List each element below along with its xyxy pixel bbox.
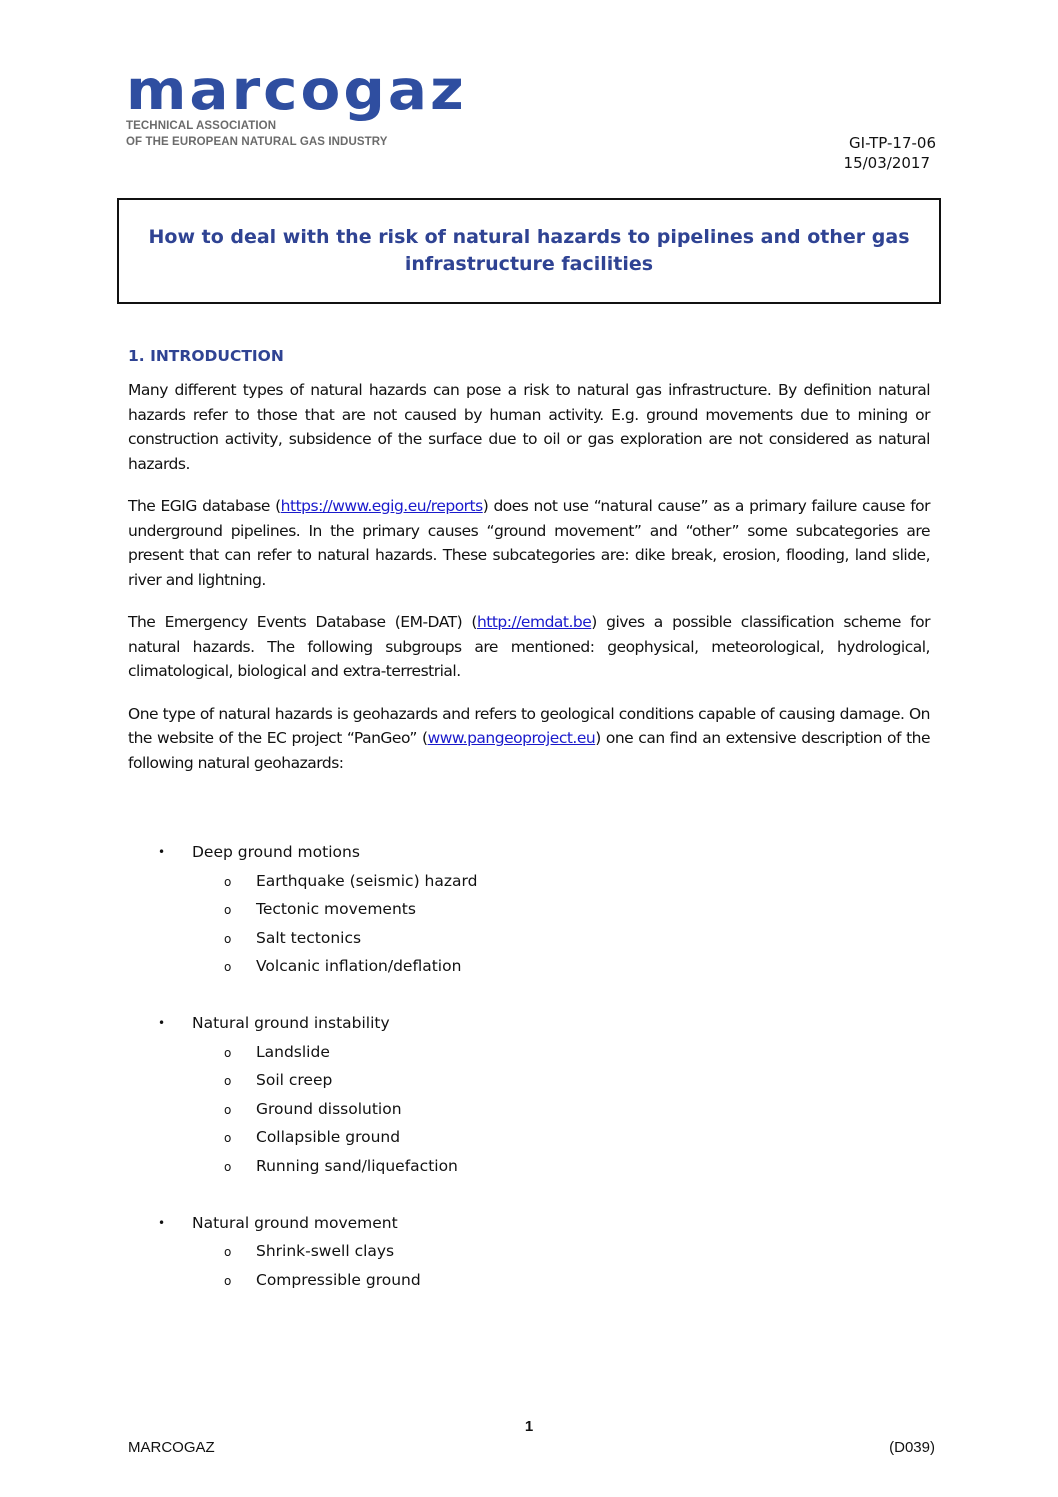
list-group [146,838,477,981]
document-body [128,344,930,793]
sub-list-item-label: Ground dissolution [256,1099,402,1118]
text: ) one can find an extensive description of the following natural geohazards: [128,729,931,772]
sub-list-item-label: Shrink-swell clays [256,1242,395,1260]
sub-list-item [146,1066,477,1095]
list-group [146,1209,477,1295]
sub-list-item [146,1123,477,1152]
marcogaz-logo [126,57,467,150]
footer-org: MARCOGAZ [128,1439,215,1456]
sub-list-item [146,1237,477,1266]
circle-bullet-icon: o [224,903,232,917]
sub-list-item-label: Tectonic movements [256,900,416,918]
sub-list-item [146,867,477,896]
paragraph-pangeo [128,702,930,776]
circle-bullet-icon: o [224,1159,232,1174]
document-reference [844,133,936,173]
section-heading: 1. INTRODUCTION [128,347,284,365]
sub-list-item-label: Volcanic inflation/deflation [256,957,462,975]
logo-tagline-1: TECHNICAL ASSOCIATION [126,120,277,132]
sub-list-item-label: Landslide [256,1042,330,1061]
text: The Emergency Events Database (EM-DAT) ( [128,613,477,631]
sub-list-item [146,1152,477,1181]
pangeo-link[interactable]: www.pangeoproject.eu [427,729,596,747]
list-item-label: Natural ground instability [192,1014,390,1032]
geohazards-list [146,838,477,1323]
circle-bullet-icon: o [224,1245,232,1259]
circle-bullet-icon: o [224,1074,232,1088]
doc-date: 15/03/2017 [843,154,930,172]
bullet-icon: • [158,1215,166,1230]
logo-tagline-2: OF THE EUROPEAN NATURAL GAS INDUSTRY [126,136,388,148]
bullet-icon: • [158,1016,166,1030]
footer-doc-code: (D039) [889,1439,935,1456]
page-number: 1 [524,1418,534,1435]
text: ) does not use “natural cause” as a primary failure cause for underground pipelines. In the primary causes “ground movement” and “other” some subcategories are present that can refer to natural hazards. These subcategories are: dike break, erosion, flooding, land slide, river and lightning. [128,497,931,589]
sub-list-item [146,1095,477,1124]
sub-list-item-label: Salt tectonics [256,928,362,947]
sub-list-item-label: Earthquake (seismic) hazard [256,871,478,890]
sub-list-item [146,924,477,953]
sub-list-item-label: Soil creep [256,1071,333,1089]
circle-bullet-icon: o [224,1273,232,1288]
text: The EGIG database ( [128,497,281,515]
sub-list-item-label: Compressible ground [256,1270,421,1289]
paragraph-emdat [128,610,930,684]
sub-list-item-label: Running sand/liquefaction [256,1156,458,1175]
circle-bullet-icon: o [224,874,232,889]
list-item [146,1209,477,1238]
list-item-label: Natural ground movement [192,1213,398,1232]
circle-bullet-icon: o [224,960,232,974]
emdat-link[interactable]: http://emdat.be [476,613,592,631]
paragraph-intro: Many different types of natural hazards can pose a risk to natural gas infrastructure. By definition natural hazards refer to those that are not caused by human activity. E.g. ground movements due to mining or construction activity, subsidence of the surface due to oil or gas exploration are not considered as natural hazards. [128,381,930,473]
circle-bullet-icon: o [224,931,232,946]
circle-bullet-icon: o [224,1131,232,1145]
circle-bullet-icon: o [224,1045,232,1060]
doc-ref-code: GI-TP-17-06 [849,134,936,152]
document-title: How to deal with the risk of natural hazards to pipelines and other gas infrastructure facilities [148,226,910,275]
bullet-icon: • [158,845,166,859]
paragraph-egig [128,494,930,592]
list-group [146,1009,477,1180]
text: One type of natural hazards is geohazards and refers to geological conditions capable of causing damage. On the website of the EC project “PanGeo” ( [128,704,930,747]
circle-bullet-icon: o [224,1102,232,1117]
sub-list-item [146,895,477,924]
sub-list-item [146,1038,477,1067]
sub-list-item [146,952,477,981]
egig-link[interactable]: https://www.egig.eu/reports [280,497,483,515]
text: ) gives a possible classification scheme for natural hazards. The following subgroups are mentioned: geophysical, meteorological, hydrological, climatological, biological and extra-terrestrial. [128,613,930,680]
sub-list-item [146,1266,477,1295]
title-box [117,198,941,304]
sub-list-item-label: Collapsible ground [256,1128,401,1146]
logo-wordmark: marcogaz [126,57,467,123]
list-item [146,1009,477,1038]
list-item-label: Deep ground motions [192,843,360,861]
list-item [146,838,477,867]
